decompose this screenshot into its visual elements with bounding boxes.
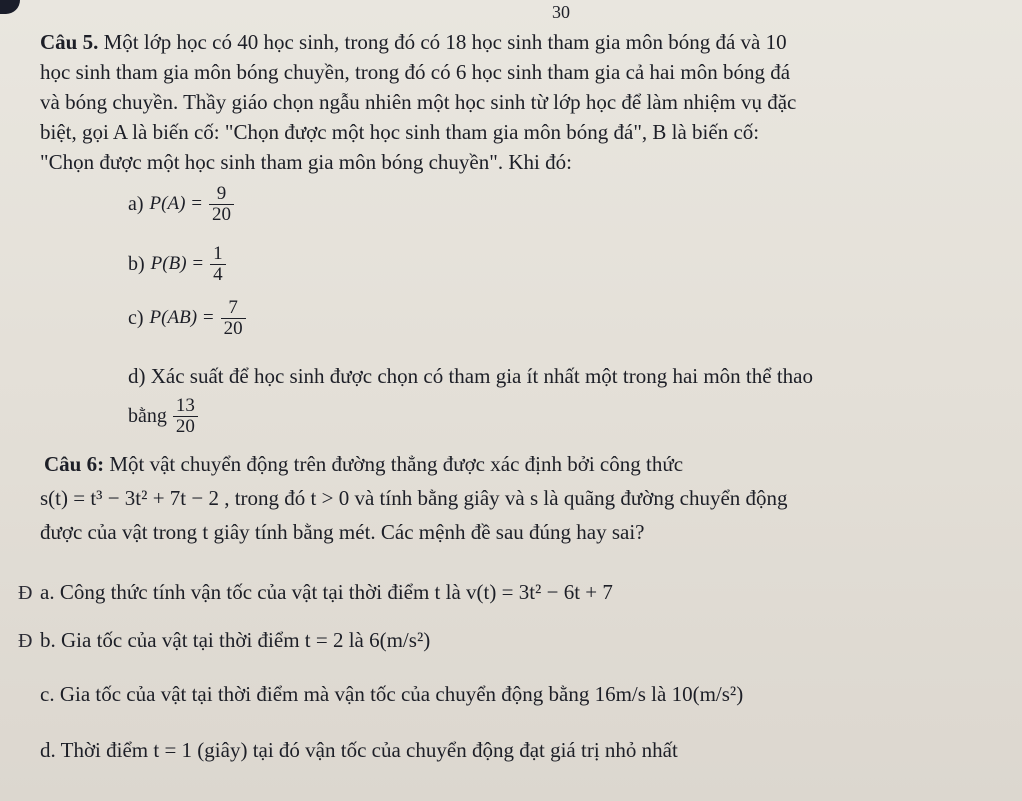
q6-line-1 <box>44 452 683 477</box>
option-b-label: b) <box>128 252 145 275</box>
q6-label: Câu 6: <box>44 452 105 476</box>
option-a-den: 20 <box>209 204 234 225</box>
handwritten-mark-b: Đ <box>18 630 33 652</box>
option-c-den: 20 <box>221 318 246 339</box>
option-d-den: 20 <box>173 416 198 437</box>
q5-option-a <box>128 184 234 225</box>
option-b-den: 4 <box>210 264 226 285</box>
option-c-num: 7 <box>228 297 238 318</box>
q6-item-c: c. Gia tốc của vật tại thời điểm mà vận tốc của chuyển động bằng 16m/s là 10(m/s²) <box>40 682 744 706</box>
q5-label: Câu 5. <box>40 30 99 54</box>
q5-option-d-value <box>128 396 198 437</box>
q5-text-1: Một lớp học có 40 học sinh, trong đó có 18 học sinh tham gia môn bóng đá và 10 <box>98 30 787 54</box>
option-c-label: c) <box>128 306 144 329</box>
q5-option-c <box>128 298 246 339</box>
q5-line-2: học sinh tham gia môn bóng chuyền, trong đó có 6 học sinh tham gia cả hai môn bóng đá <box>40 60 791 84</box>
option-a-label: a) <box>128 192 144 215</box>
option-d-num: 13 <box>175 395 195 416</box>
q5-line-5: "Chọn được một học sinh tham gia môn bóng chuyền". Khi đó: <box>40 150 572 174</box>
q6-line-3: được của vật trong t giây tính bằng mét. Các mệnh đề sau đúng hay sai? <box>40 520 645 544</box>
option-d-fraction <box>173 396 198 437</box>
page-number: 30 <box>552 2 570 22</box>
q6-text-1: Một vật chuyển động trên đường thẳng được xác định bởi công thức <box>104 452 684 476</box>
option-a-num: 9 <box>216 183 227 204</box>
option-b-num: 1 <box>213 243 223 264</box>
option-b-fraction <box>210 244 226 285</box>
q5-line-4: biệt, gọi A là biến cố: "Chọn được một học sinh tham gia môn bóng đá", B là biến cố: <box>40 120 760 144</box>
option-a-expr: P(A) = <box>149 193 203 215</box>
q5-line-3: và bóng chuyền. Thầy giáo chọn ngẫu nhiên một học sinh từ lớp học để làm nhiệm vụ đặc <box>40 90 797 114</box>
page-corner-shadow <box>0 0 20 14</box>
q6-item-b: b. Gia tốc của vật tại thời điểm t = 2 là 6(m/s²) <box>40 628 431 652</box>
option-b-expr: P(B) = <box>150 253 205 275</box>
q6-item-d: d. Thời điểm t = 1 (giây) tại đó vận tốc của chuyển động đạt giá trị nhỏ nhất <box>40 738 678 762</box>
q6-item-a: a. Công thức tính vận tốc của vật tại thời điểm t là v(t) = 3t² − 6t + 7 <box>40 580 613 604</box>
q5-line-1 <box>40 30 787 55</box>
handwritten-mark-a: Đ <box>18 582 33 604</box>
q5-option-b <box>128 244 226 285</box>
option-c-expr: P(AB) = <box>149 307 215 329</box>
option-d-word: bằng <box>128 404 167 427</box>
q5-option-d-line: d) Xác suất để học sinh được chọn có tham gia ít nhất một trong hai môn thể thao <box>128 364 813 388</box>
option-c-fraction <box>221 298 246 339</box>
q6-line-2: s(t) = t³ − 3t² + 7t − 2 , trong đó t > 0 và tính bằng giây và s là quãng đường chuyển động <box>40 486 788 510</box>
option-a-fraction <box>209 184 234 225</box>
